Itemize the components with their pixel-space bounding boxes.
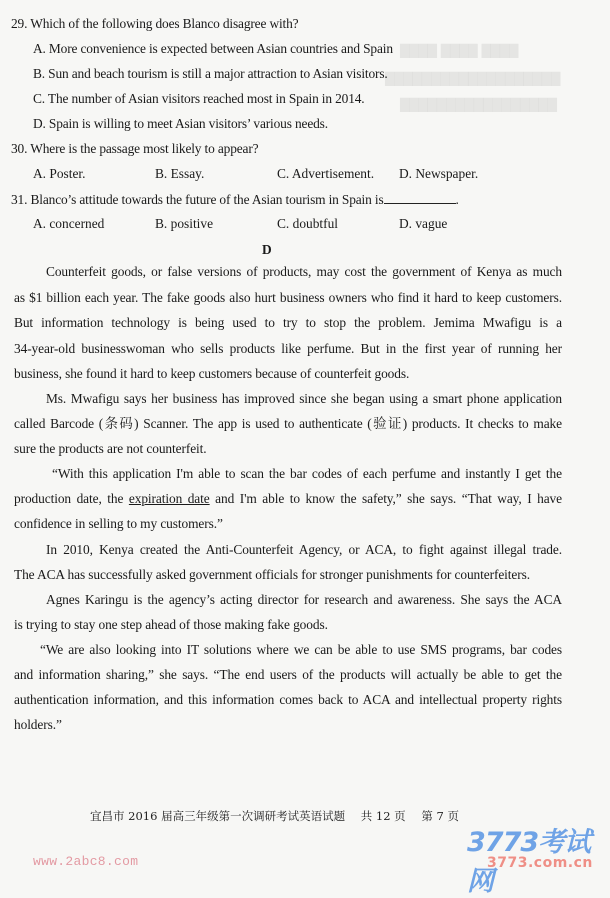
passage-p5-line: is trying to stay one step ahead of those making fake goods. xyxy=(14,617,328,632)
passage-p6-line: and information sharing,” she says. “The end users of the products will actually be able to get the xyxy=(14,667,562,682)
q30-option-a: A. Poster. xyxy=(33,166,86,181)
bleed-through-text: ███████████████████ xyxy=(385,72,561,86)
passage-p3-line xyxy=(14,491,562,507)
question-stem: Where is the passage most likely to appear? xyxy=(30,141,259,156)
passage-p4-line: The ACA has successfully asked government officials for stronger punishments for counterfeiters. xyxy=(14,567,530,582)
passage-p5-line: Agnes Karingu is the agency’s acting director for research and awareness. She says the ACA xyxy=(46,592,562,607)
question-30 xyxy=(11,141,258,157)
passage-p6-line: authentication information, and this information comes back to ACA and intellectual property rights xyxy=(14,692,562,707)
q30-option-c: C. Advertisement. xyxy=(277,166,375,181)
answer-blank xyxy=(384,191,456,204)
current-page: 第 7 页 xyxy=(421,809,459,823)
passage-p2-line: sure the products are not counterfeit. xyxy=(14,441,207,456)
q29-option-d: D. Spain is willing to meet Asian visitors’ various needs. xyxy=(33,116,328,131)
q31-option-d: D. vague xyxy=(399,216,448,231)
passage-p1-line: 34-year-old businesswoman who sells products like perfume. But in the first year of running her xyxy=(14,341,562,356)
question-number: 30. xyxy=(11,141,28,156)
q29-option-a: A. More convenience is expected between Asian countries and Spain xyxy=(33,41,393,56)
passage-p3-line: “With this application I'm able to scan the bar codes of each perfume and instantly I get the xyxy=(52,466,562,481)
q31-option-a: A. concerned xyxy=(33,216,105,231)
passage-p3-line: confidence in selling to my customers.” xyxy=(14,516,223,531)
question-stem-end: . xyxy=(455,192,459,207)
passage-p1-line: business, she found it hard to keep customers because of counterfeit goods. xyxy=(14,366,410,381)
passage-p1-line: But information technology is being used to try to stop the problem. Jemima Mwafigu is a xyxy=(14,315,562,330)
question-29 xyxy=(11,16,298,32)
watermark-logo-url: 3773.com.cn xyxy=(487,855,593,871)
passage-p2-line: Ms. Mwafigu says her business has improved since she began using a smart phone application xyxy=(46,391,562,406)
question-number: 29. xyxy=(11,16,28,31)
question-number: 31. xyxy=(11,192,28,207)
q31-option-b: B. positive xyxy=(155,216,214,231)
watermark-url-left: www.2abc8.com xyxy=(33,854,139,869)
passage-p2-line: called Barcode (条码) Scanner. The app is used to authenticate (验证) products. It checks to make xyxy=(14,416,562,431)
passage-p6-line: “We are also looking into IT solutions where we can be able to use SMS programs, bar codes xyxy=(40,642,562,657)
q29-option-b: B. Sun and beach tourism is still a major attraction to Asian visitors. xyxy=(33,66,388,81)
section-title: D xyxy=(262,242,272,257)
page-footer xyxy=(90,808,471,824)
q30-option-b: B. Essay. xyxy=(155,166,205,181)
text-segment: production date, the xyxy=(14,491,129,506)
question-31 xyxy=(11,191,459,208)
underlined-phrase: expiration date xyxy=(128,491,210,506)
exam-title: 宜昌市 2016 届高三年级第一次调研考试英语试题 xyxy=(90,809,346,823)
passage-p4-line: In 2010, Kenya created the Anti-Counterfeit Agency, or ACA, to fight against illegal trade. xyxy=(46,542,562,557)
passage-p1-line: Counterfeit goods, or false versions of products, may cost the government of Kenya as much xyxy=(46,264,562,279)
q31-option-c: C. doubtful xyxy=(277,216,339,231)
passage-p6-line: holders.” xyxy=(14,717,62,732)
q30-option-d: D. Newspaper. xyxy=(399,166,479,181)
question-stem: Which of the following does Blanco disagree with? xyxy=(30,16,299,31)
total-pages: 共 12 页 xyxy=(360,809,406,823)
watermark-logo: 3773考试网 xyxy=(467,827,591,897)
passage-p1-line: as $1 billion each year. The fake goods also hurt business owners who find it hard to keep customers. xyxy=(14,290,562,305)
bleed-through-text: █████████████████ xyxy=(400,98,557,112)
text-segment: and I'm able to know the safety,” she says. “That way, I have xyxy=(209,491,562,506)
bleed-through-text: ████ ████ ████ xyxy=(400,44,519,58)
question-stem: Blanco’s attitude towards the future of the Asian tourism in Spain is xyxy=(30,192,384,207)
q29-option-c: C. The number of Asian visitors reached most in Spain in 2014. xyxy=(33,91,365,106)
